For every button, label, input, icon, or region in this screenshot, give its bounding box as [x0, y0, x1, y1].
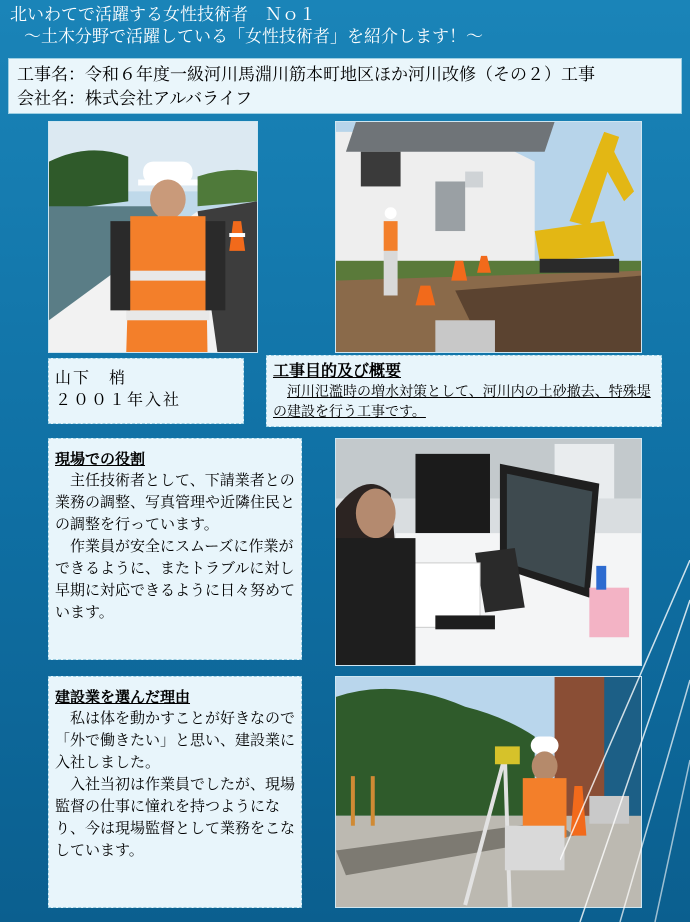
project-info	[8, 58, 682, 114]
profile-name: 山下 梢	[55, 368, 128, 387]
role-card	[48, 438, 302, 660]
reason-paragraph-1: 私は体を動かすことが好きなので「外で働きたい」と思い、建設業に入社しました。	[55, 709, 296, 771]
page-title: 北いわてで活躍する女性技術者 Ｎｏ１	[10, 5, 316, 25]
profile-card	[48, 358, 244, 424]
company-row	[17, 87, 673, 111]
construction-name: 令和６年度一級河川馬淵川筋本町地区ほか河川改修（その２）工事	[85, 65, 595, 85]
page-subtitle: ～土木分野で活躍している「女性技術者」を紹介します！～	[24, 27, 483, 47]
profile-joined: ２００１年入社	[55, 390, 182, 409]
office-photo	[335, 438, 642, 666]
construction-row	[17, 63, 673, 87]
role-paragraph-2: 作業員が安全にスムーズに作業ができるように、またトラブルに対し早期に対応できるように日々努めています。	[55, 537, 296, 621]
reason-card	[48, 676, 302, 908]
company-label: 会社名：	[17, 89, 85, 109]
role-paragraph-1: 主任技術者として、下請業者との業務の調整、写真管理や近隣住民との調整を行っています。	[55, 471, 296, 533]
construction-label: 工事名：	[17, 65, 85, 85]
purpose-title: 工事目的及び概要	[273, 361, 402, 380]
reason-paragraph-2: 入社当初は作業員でしたが、現場監督の仕事に憧れを持つようになり、今は現場監督として業務をこなしています。	[55, 775, 296, 859]
role-title: 現場での役割	[55, 450, 146, 468]
site-photo	[335, 121, 642, 353]
purpose-body: 河川氾濫時の増水対策として、河川内の土砂撤去、特殊堤の建設を行う工事です。	[273, 384, 651, 420]
company-name: 株式会社アルバライフ	[85, 89, 253, 109]
portrait-photo	[48, 121, 258, 353]
page-header	[0, 0, 690, 52]
purpose-card	[266, 355, 662, 427]
survey-photo	[335, 676, 642, 908]
reason-title: 建設業を選んだ理由	[55, 688, 191, 706]
